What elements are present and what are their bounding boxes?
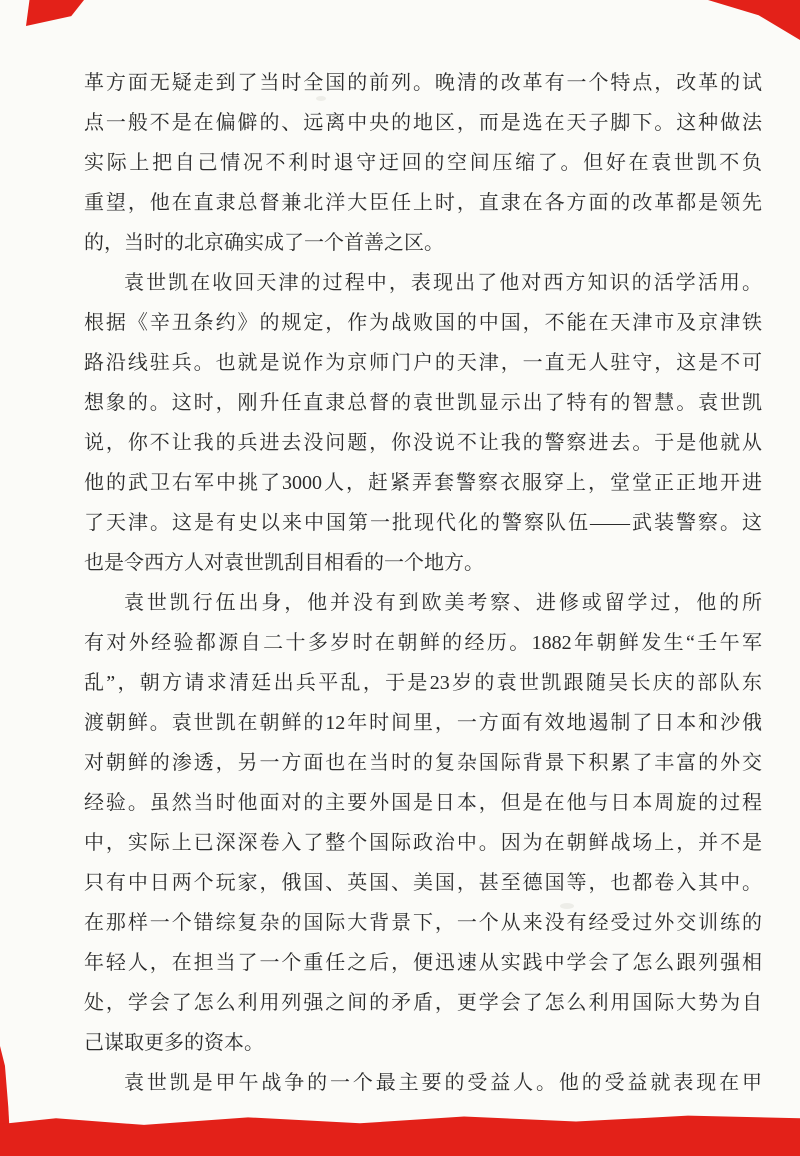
text-line-13: 也是令西方人对袁世凯刮目相看的一个地方。	[84, 552, 484, 574]
text-line-15: 有对外经验都源自二十多岁时在朝鲜的经历。1882年朝鲜发生“壬午军	[84, 632, 762, 654]
text-line-10: 说，你不让我的兵进去没问题，你没说不让我的警察进去。于是他就从	[84, 432, 762, 454]
text-line-23: 年轻人，在担当了一个重任之后，便迅速从实践中学会了怎么跟列强相	[84, 952, 762, 974]
text-line-20: 中，实际上已深深卷入了整个国际政治中。因为在朝鲜战场上，并不是	[84, 832, 762, 854]
text-line-9: 想象的。这时，刚升任直隶总督的袁世凯显示出了特有的智慧。袁世凯	[84, 392, 762, 414]
text-line-6: 袁世凯在收回天津的过程中，表现出了他对西方知识的活学活用。	[124, 272, 762, 294]
text-line-25: 己谋取更多的资本。	[84, 1032, 264, 1054]
text-line-14: 袁世凯行伍出身，他并没有到欧美考察、进修或留学过，他的所	[124, 592, 762, 614]
text-line-11: 他的武卫右军中挑了3000人，赶紧弄套警察衣服穿上，堂堂正正地开进	[84, 472, 762, 494]
text-line-8: 路沿线驻兵。也就是说作为京师门户的天津，一直无人驻守，这是不可	[84, 352, 762, 374]
text-line-12: 了天津。这是有史以来中国第一批现代化的警察队伍——武装警察。这	[84, 512, 762, 534]
text-line-7: 根据《辛丑条约》的规定，作为战败国的中国，不能在天津市及京津铁	[84, 312, 762, 334]
text-line-19: 经验。虽然当时他面对的主要外国是日本，但是在他与日本周旋的过程	[84, 792, 762, 814]
text-line-3: 实际上把自己情况不利时退守迂回的空间压缩了。但好在袁世凯不负	[84, 152, 762, 174]
text-line-26: 袁世凯是甲午战争的一个最主要的受益人。他的受益就表现在甲	[124, 1072, 762, 1094]
page-text-block	[84, 63, 762, 1103]
text-line-21: 只有中日两个玩家，俄国、英国、美国，甚至德国等，也都卷入其中。	[84, 872, 762, 894]
text-line-18: 对朝鲜的渗透，另一方面也在当时的复杂国际背景下积累了丰富的外交	[84, 752, 762, 774]
text-line-24: 处，学会了怎么利用列强之间的矛盾，更学会了怎么利用国际大势为自	[84, 992, 762, 1014]
text-line-5: 的，当时的北京确实成了一个首善之区。	[84, 232, 444, 254]
text-line-4: 重望，他在直隶总督兼北洋大臣任上时，直隶在各方面的改革都是领先	[84, 192, 762, 214]
text-line-16: 乱”，朝方请求清廷出兵平乱，于是23岁的袁世凯跟随吴长庆的部队东	[84, 672, 762, 694]
text-line-22: 在那样一个错综复杂的国际大背景下，一个从来没有经受过外交训练的	[84, 912, 762, 934]
text-line-17: 渡朝鲜。袁世凯在朝鲜的12年时间里，一方面有效地遏制了日本和沙俄	[84, 712, 762, 734]
text-line-1: 革方面无疑走到了当时全国的前列。晚清的改革有一个特点，改革的试	[84, 72, 762, 94]
text-line-2: 点一般不是在偏僻的、远离中央的地区，而是选在天子脚下。这种做法	[84, 112, 762, 134]
